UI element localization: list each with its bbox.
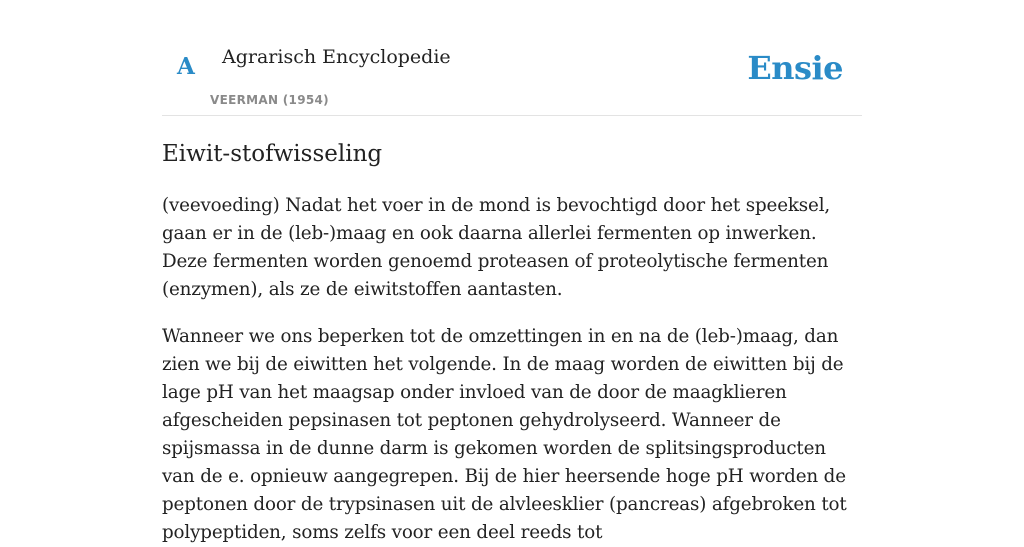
encyclopedia-logo-icon[interactable]: A — [177, 53, 195, 80]
header — [162, 0, 862, 116]
book-author: VEERMAN (1954) — [210, 93, 329, 107]
book-title-link[interactable]: Agrarisch Encyclopedie — [222, 46, 451, 68]
article-paragraph-2: Wanneer we ons beperken tot de omzettingen in en na de (leb-)maag, dan zien we bij de eiwitten het volgende. In de maag worden de eiwitten bij de lage pH van het maagsap onder invloed van de door de maagklieren afgescheiden pepsinasen tot peptonen gehydrolyseerd. Wanneer de spijsmassa in de dunne darm is gekomen worden de splitsingsproducten van de e. opnieuw aangegrepen. Bij de hier heersende hoge pH worden de peptonen door de trypsinasen uit de alvleesklier (pancreas) afgebroken tot polypeptiden, soms zelfs voor een deel reeds tot — [162, 325, 847, 543]
page — [162, 0, 862, 547]
article-title: Eiwit-stofwisseling — [162, 141, 383, 167]
ensie-brand-logo[interactable]: Ensie — [747, 49, 843, 87]
article-paragraph-1: (veevoeding) Nadat het voer in de mond is bevochtigd door het speeksel, gaan er in de (leb-)maag en ook daarna allerlei fermenten op inwerken. Deze fermenten worden genoemd proteasen of proteolytische fermenten (enzymen), als ze de eiwitstoffen aantasten. — [162, 194, 831, 300]
